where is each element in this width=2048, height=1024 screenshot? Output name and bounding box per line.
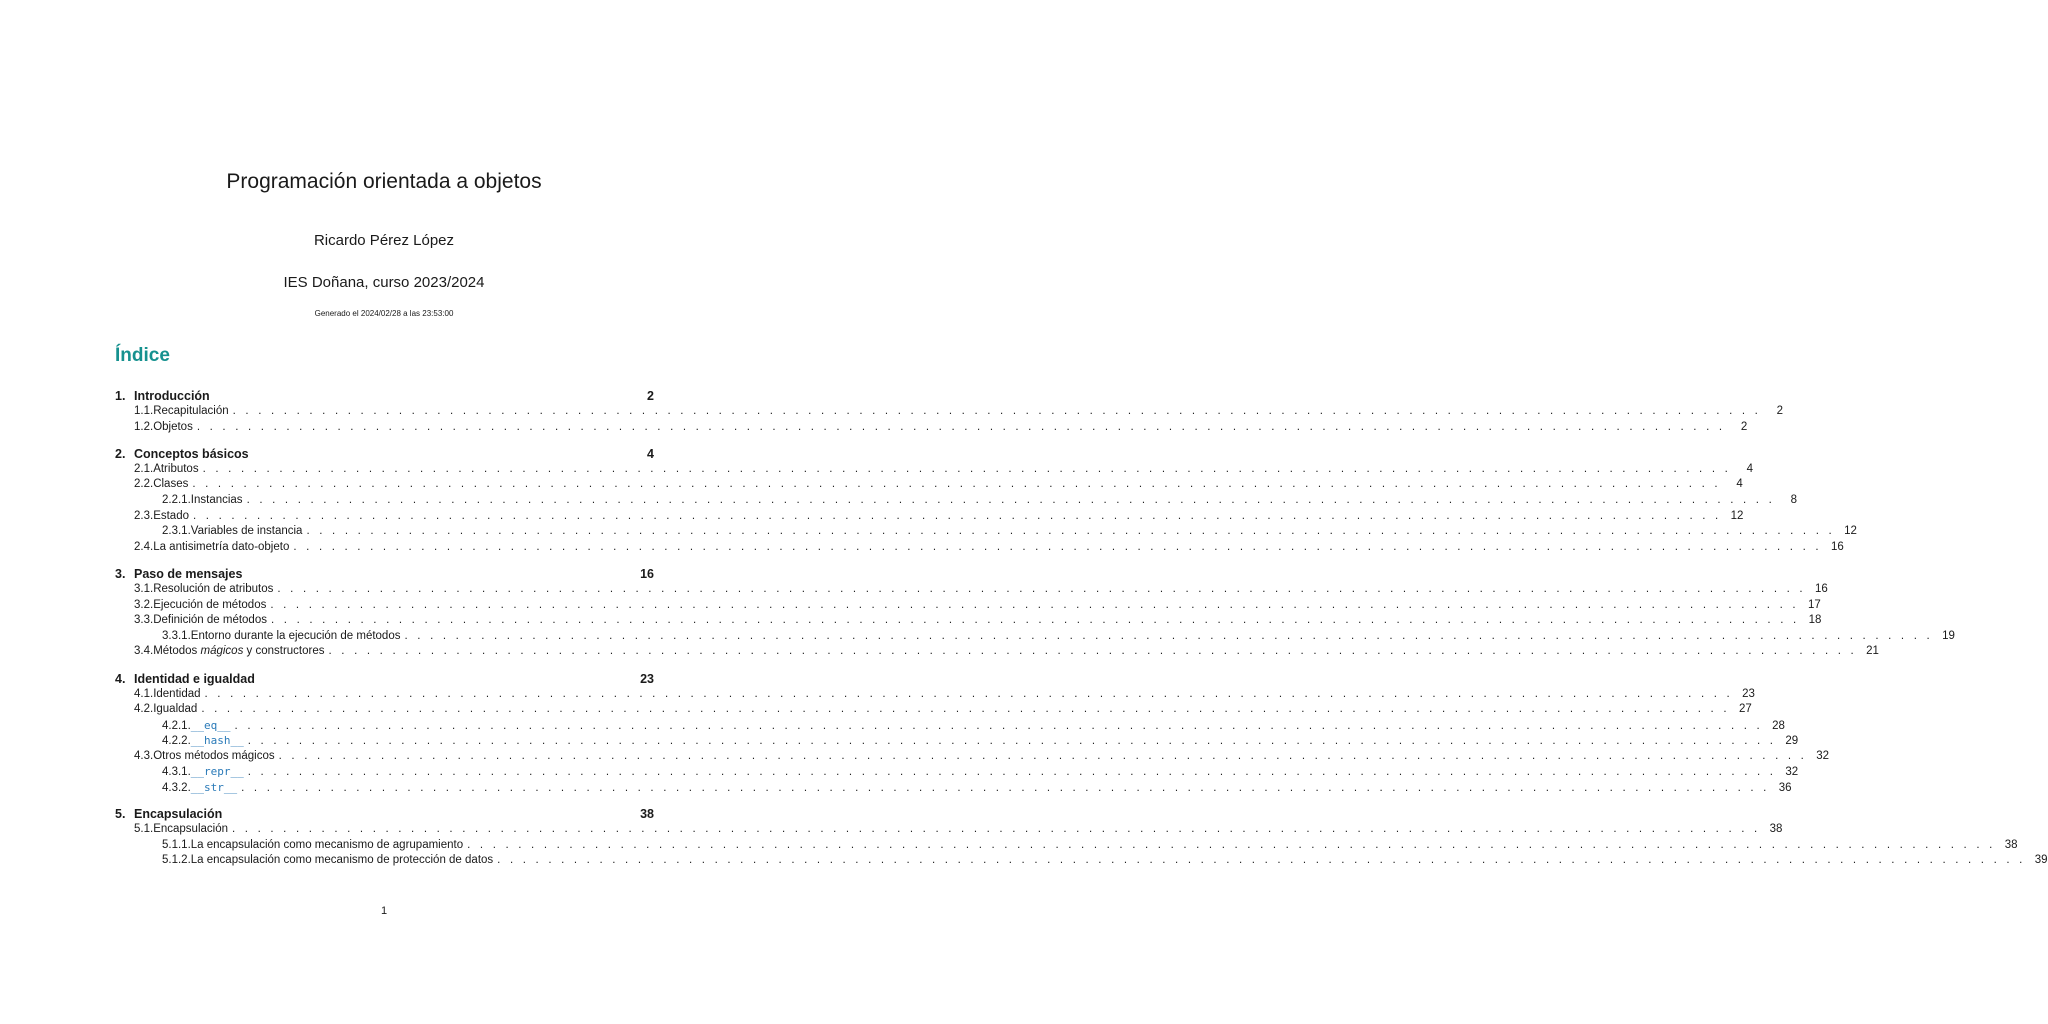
toc-entry-label: Conceptos básicos [134, 446, 249, 461]
toc-entry-number: 5.1.2. [162, 854, 191, 867]
toc-chapter-entry[interactable] [115, 567, 654, 583]
toc-dot-leader: . . . . . . . . . . . . . . . . . . . . . . . . . . . . . . . . . . . . . . . . . . . . . . . . . . . . . . . . . . . . . . . . . . . . . . . . . . . . . . . . . . . . . . . . . . . . . . . . . . . . . . . . . . . . . . . . . . . . . . . . [277, 582, 1806, 595]
toc-entry-page: 17 [1807, 598, 1821, 611]
page-number: 1 [380, 905, 388, 917]
toc-entry-label: La antisimetría dato-objeto [153, 540, 290, 553]
toc-entry-page: 29 [1785, 735, 1799, 748]
toc-entry-label: __hash__ [190, 734, 244, 748]
toc-entry-number: 3. [115, 566, 126, 581]
toc-entry-page: 23 [1742, 687, 1755, 700]
toc-entry-number: 2.1. [134, 462, 154, 475]
toc-entry-number: 2.4. [134, 540, 154, 553]
toc-entry-page: 16 [1830, 540, 1844, 553]
toc-entry-page: 39 [2034, 854, 2048, 867]
toc-entry-number: 4.3.2. [162, 782, 191, 795]
toc-entry-label: Estado [153, 509, 189, 522]
toc-section-entry[interactable] [115, 582, 1828, 599]
toc-entry-label: Recapitulación [153, 405, 229, 417]
toc-entry-number: 1.2. [134, 420, 154, 433]
toc-entry-label: Otros métodos mágicos [153, 749, 275, 762]
toc-entry-label: La encapsulación como mecanismo de protección de datos [190, 854, 494, 867]
toc-entry-label: Encapsulación [134, 807, 223, 822]
toc-entry-number: 4.3. [134, 749, 154, 762]
toc-dot-leader: . . . . . . . . . . . . . . . . . . . . . . . . . . . . . . . . . . . . . . . . . . . . . . . . . . . . . . . . . . . . . . . . . . . . . . . . . . . . . . . . . . . . . . . . . . . . . . . . . . . . . . . . . . . . . . . . . . . . . . . . [201, 703, 1730, 716]
toc-section-entry[interactable] [115, 687, 1755, 704]
toc-entry-page: 38 [2004, 838, 2018, 851]
toc-entry-page: 2 [1776, 405, 1784, 417]
toc-dot-leader: . . . . . . . . . . . . . . . . . . . . . . . . . . . . . . . . . . . . . . . . . . . . . . . . . . . . . . . . . . . . . . . . . . . . . . . . . . . . . . . . . . . . . . . . . . . . . . . . . . . . . . . . . . . . . . . . . . . . . . . . [270, 598, 1799, 611]
toc-dot-leader: . . . . . . . . . . . . . . . . . . . . . . . . . . . . . . . . . . . . . . . . . . . . . . . . . . . . . . . . . . . . . . . . . . . . . . . . . . . . . . . . . . . . . . . . . . . . . . . . . . . . . . . . . . . . . . . . . . . . . . . . [246, 493, 1775, 506]
toc-section-entry[interactable] [115, 854, 2048, 870]
toc-section-entry[interactable] [115, 749, 1830, 766]
document-institution: IES Doñana, curso 2023/2024 [283, 274, 485, 291]
toc-dot-leader: . . . . . . . . . . . . . . . . . . . . . . . . . . . . . . . . . . . . . . . . . . . . . . . . . . . . . . . . . . . . . . . . . . . . . . . . . . . . . . . . . . . . . . . . . . . . . . . . . . . . . . . . . . . . . . . . . . . . . . . . [232, 405, 1762, 417]
toc-section-entry[interactable] [115, 478, 1743, 494]
toc-dot-leader: . . . . . . . . . . . . . . . . . . . . . . . . . . . . . . . . . . . . . . . . . . . . . . . . . . . . . . . . . . . . . . . . . . . . . . . . . . . . . . . . . . . . . . . . . . . . . . . . . . . . . . . . . . . . . . . . . . . . . . . . [278, 749, 1808, 762]
toc-entry-number: 4. [115, 671, 126, 686]
toc-dot-leader: . . . . . . . . . . . . . . . . . . . . . . . . . . . . . . . . . . . . . . . . . . . . . . . . . . . . . . . . . . . . . . . . . . . . . . . . . . . . . . . . . . . . . . . . . . . . . . . . . . . . . . . . . . . . . . . . . . . . . . . . [467, 838, 1996, 851]
toc-entry-page: 12 [1844, 525, 1857, 538]
toc-entry-label: Clases [153, 478, 189, 491]
toc-chapter-entry[interactable] [115, 807, 654, 823]
toc-entry-label: Definición de métodos [153, 614, 267, 627]
toc-section-entry[interactable] [115, 781, 1792, 797]
toc-entry-number: 5.1. [134, 823, 154, 836]
toc-entry-label: Resolución de atributos [153, 582, 274, 595]
toc-section-entry[interactable] [115, 462, 1753, 479]
toc-entry-page: 36 [1778, 782, 1792, 795]
document-author: Ricardo Pérez López [313, 232, 455, 249]
toc-entry-page: 16 [1815, 582, 1828, 595]
toc-entry-label: __repr__ [190, 765, 244, 779]
toc-entry-number: 3.4. [134, 645, 154, 658]
toc-dot-leader: . . . . . . . . . . . . . . . . . . . . . . . . . . . . . . . . . . . . . . . . . . . . . . . . . . . . . . . . . . . . . . . . . . . . . . . . . . . . . . . . . . . . . . . . . . . . . . . . . . . . . . . . . . . . . . . . . . . . . . . . [497, 854, 2026, 867]
toc-entry-page: 18 [1808, 614, 1822, 627]
toc-chapter-entry[interactable] [115, 447, 654, 463]
toc-section-entry[interactable] [115, 703, 1752, 719]
toc-section-entry[interactable] [115, 823, 1783, 839]
toc-dot-leader: . . . . . . . . . . . . . . . . . . . . . . . . . . . . . . . . . . . . . . . . . . . . . . . . . . . . . . . . . . . . . . . . . . . . . . . . . . . . . . . . . . . . . . . . . . . . . . . . . . . . . . . . . . . . . . . . . . . . . . . . [404, 629, 1933, 642]
toc-entry-label: Atributos [153, 462, 199, 475]
toc-entry-label: Instancias [190, 493, 243, 506]
toc-dot-leader: . . . . . . . . . . . . . . . . . . . . . . . . . . . . . . . . . . . . . . . . . . . . . . . . . . . . . . . . . . . . . . . . . . . . . . . . . . . . . . . . . . . . . . . . . . . . . . . . . . . . . . . . . . . . . . . . . . . . . . . . [202, 462, 1731, 475]
toc-entry-page: 21 [1866, 645, 1879, 658]
toc-entry-label: __str__ [190, 781, 238, 795]
toc-entry-page: 23 [640, 671, 654, 686]
toc-section-entry[interactable] [115, 838, 2018, 855]
toc-entry-number: 3.3.1. [162, 629, 191, 642]
toc-entry-page: 19 [1942, 629, 1955, 642]
toc-dot-leader: . . . . . . . . . . . . . . . . . . . . . . . . . . . . . . . . . . . . . . . . . . . . . . . . . . . . . . . . . . . . . . . . . . . . . . . . . . . . . . . . . . . . . . . . . . . . . . . . . . . . . . . . . . . . . . . . . . . . . . . . [234, 719, 1763, 732]
toc-entry-number: 2.2.1. [162, 493, 191, 506]
toc-section-entry[interactable] [115, 718, 1785, 735]
toc-entry-number: 2.3.1. [162, 525, 191, 538]
toc-entry-label: Métodos mágicos y constructores [153, 645, 325, 658]
toc-section-entry[interactable] [115, 614, 1822, 630]
toc-section-entry[interactable] [115, 493, 1797, 510]
toc-dot-leader: . . . . . . . . . . . . . . . . . . . . . . . . . . . . . . . . . . . . . . . . . . . . . . . . . . . . . . . . . . . . . . . . . . . . . . . . . . . . . . . . . . . . . . . . . . . . . . . . . . . . . . . . . . . . . . . . . . . . . . . . [241, 782, 1770, 795]
toc-entry-page: 4 [647, 446, 654, 461]
toc-dot-leader: . . . . . . . . . . . . . . . . . . . . . . . . . . . . . . . . . . . . . . . . . . . . . . . . . . . . . . . . . . . . . . . . . . . . . . . . . . . . . . . . . . . . . . . . . . . . . . . . . . . . . . . . . . . . . . . . . . . . . . . . [247, 766, 1777, 779]
toc-section-entry[interactable] [115, 420, 1748, 437]
toc-entry-page: 16 [640, 566, 654, 581]
toc-entry-number: 1. [115, 389, 126, 403]
toc-entry-page: 38 [1769, 823, 1783, 836]
generation-timestamp: Generado el 2024/02/28 a las 23:53:00 [314, 309, 454, 318]
toc-entry-label: __eq__ [190, 718, 231, 732]
toc-entry-page: 4 [1736, 478, 1743, 491]
toc-section-entry[interactable] [115, 525, 1857, 541]
toc-entry-page: 28 [1772, 719, 1785, 732]
toc-entry-label: Variables de instancia [190, 525, 303, 538]
toc-dot-leader: . . . . . . . . . . . . . . . . . . . . . . . . . . . . . . . . . . . . . . . . . . . . . . . . . . . . . . . . . . . . . . . . . . . . . . . . . . . . . . . . . . . . . . . . . . . . . . . . . . . . . . . . . . . . . . . . . . . . . . . . [293, 540, 1822, 553]
toc-entry-label: Paso de mensajes [134, 566, 243, 581]
toc-dot-leader: . . . . . . . . . . . . . . . . . . . . . . . . . . . . . . . . . . . . . . . . . . . . . . . . . . . . . . . . . . . . . . . . . . . . . . . . . . . . . . . . . . . . . . . . . . . . . . . . . . . . . . . . . . . . . . . . . . . . . . . . [306, 525, 1835, 538]
toc-entry-number: 3.2. [134, 598, 154, 611]
toc-entry-number: 4.3.1. [162, 766, 191, 779]
toc-entry-page: 8 [1790, 493, 1797, 506]
toc-entry-page: 32 [1816, 749, 1830, 762]
toc-section-entry[interactable] [115, 734, 1799, 750]
toc-entry-page: 12 [1730, 509, 1744, 522]
toc-chapter-entry[interactable] [115, 672, 654, 688]
toc-entry-label: Encapsulación [153, 823, 228, 836]
toc-dot-leader: . . . . . . . . . . . . . . . . . . . . . . . . . . . . . . . . . . . . . . . . . . . . . . . . . . . . . . . . . . . . . . . . . . . . . . . . . . . . . . . . . . . . . . . . . . . . . . . . . . . . . . . . . . . . . . . . . . . . . . . . [193, 509, 1722, 522]
toc-entry-page: 4 [1746, 462, 1753, 475]
toc-entry-page: 2 [1740, 420, 1748, 433]
toc-dot-leader: . . . . . . . . . . . . . . . . . . . . . . . . . . . . . . . . . . . . . . . . . . . . . . . . . . . . . . . . . . . . . . . . . . . . . . . . . . . . . . . . . . . . . . . . . . . . . . . . . . . . . . . . . . . . . . . . . . . . . . . . [270, 614, 1800, 627]
toc-section-entry[interactable] [115, 629, 1955, 646]
toc-heading: Índice [115, 345, 170, 366]
toc-entry-page: 2 [647, 389, 654, 403]
toc-entry-number: 1.1. [134, 405, 154, 417]
toc-entry-label: La encapsulación como mecanismo de agrupamiento [190, 838, 464, 851]
toc-entry-number: 4.2.2. [162, 735, 191, 748]
toc-entry-number: 4.1. [134, 687, 154, 700]
toc-entry-label: Ejecución de métodos [153, 598, 267, 611]
toc-dot-leader: . . . . . . . . . . . . . . . . . . . . . . . . . . . . . . . . . . . . . . . . . . . . . . . . . . . . . . . . . . . . . . . . . . . . . . . . . . . . . . . . . . . . . . . . . . . . . . . . . . . . . . . . . . . . . . . . . . . . . . . . [192, 478, 1721, 491]
toc-entry-label: Igualdad [153, 703, 198, 716]
toc-entry-number: 2. [115, 446, 126, 461]
toc-entry-number: 2.3. [134, 509, 154, 522]
toc-entry-label: Objetos [153, 420, 193, 433]
toc-dot-leader: . . . . . . . . . . . . . . . . . . . . . . . . . . . . . . . . . . . . . . . . . . . . . . . . . . . . . . . . . . . . . . . . . . . . . . . . . . . . . . . . . . . . . . . . . . . . . . . . . . . . . . . . . . . . . . . . . . . . . . . . [204, 687, 1733, 700]
toc-entry-number: 3.3. [134, 614, 154, 627]
toc-chapter-entry[interactable] [115, 389, 654, 405]
toc-section-entry[interactable] [115, 509, 1744, 526]
toc-section-entry[interactable] [115, 405, 1784, 421]
toc-section-entry[interactable] [115, 765, 1799, 781]
toc-entry-label: Entorno durante la ejecución de métodos [190, 629, 401, 642]
toc-section-entry[interactable] [115, 645, 1879, 661]
toc-entry-label: Identidad [153, 687, 201, 700]
toc-entry-number: 4.2.1. [162, 719, 191, 732]
toc-section-entry[interactable] [115, 540, 1844, 557]
toc-entry-number: 2.2. [134, 478, 154, 491]
toc-entry-page: 27 [1738, 703, 1752, 716]
toc-dot-leader: . . . . . . . . . . . . . . . . . . . . . . . . . . . . . . . . . . . . . . . . . . . . . . . . . . . . . . . . . . . . . . . . . . . . . . . . . . . . . . . . . . . . . . . . . . . . . . . . . . . . . . . . . . . . . . . . . . . . . . . . [232, 823, 1761, 836]
toc-section-entry[interactable] [115, 598, 1821, 615]
toc-entry-page: 32 [1785, 766, 1799, 779]
table-of-contents [115, 389, 2048, 870]
toc-entry-number: 5. [115, 807, 126, 822]
toc-entry-label: Introducción [134, 389, 210, 403]
toc-entry-number: 3.1. [134, 582, 154, 595]
toc-dot-leader: . . . . . . . . . . . . . . . . . . . . . . . . . . . . . . . . . . . . . . . . . . . . . . . . . . . . . . . . . . . . . . . . . . . . . . . . . . . . . . . . . . . . . . . . . . . . . . . . . . . . . . . . . . . . . . . . . . . . . . . . [196, 420, 1726, 433]
toc-entry-page: 38 [640, 807, 654, 822]
toc-entry-label: Identidad e igualdad [134, 671, 255, 686]
toc-dot-leader: . . . . . . . . . . . . . . . . . . . . . . . . . . . . . . . . . . . . . . . . . . . . . . . . . . . . . . . . . . . . . . . . . . . . . . . . . . . . . . . . . . . . . . . . . . . . . . . . . . . . . . . . . . . . . . . . . . . . . . . . [328, 645, 1857, 658]
document-title: Programación orientada a objetos [226, 170, 542, 193]
toc-entry-number: 5.1.1. [162, 838, 191, 851]
toc-entry-number: 4.2. [134, 703, 154, 716]
toc-dot-leader: . . . . . . . . . . . . . . . . . . . . . . . . . . . . . . . . . . . . . . . . . . . . . . . . . . . . . . . . . . . . . . . . . . . . . . . . . . . . . . . . . . . . . . . . . . . . . . . . . . . . . . . . . . . . . . . . . . . . . . . . [247, 735, 1777, 748]
